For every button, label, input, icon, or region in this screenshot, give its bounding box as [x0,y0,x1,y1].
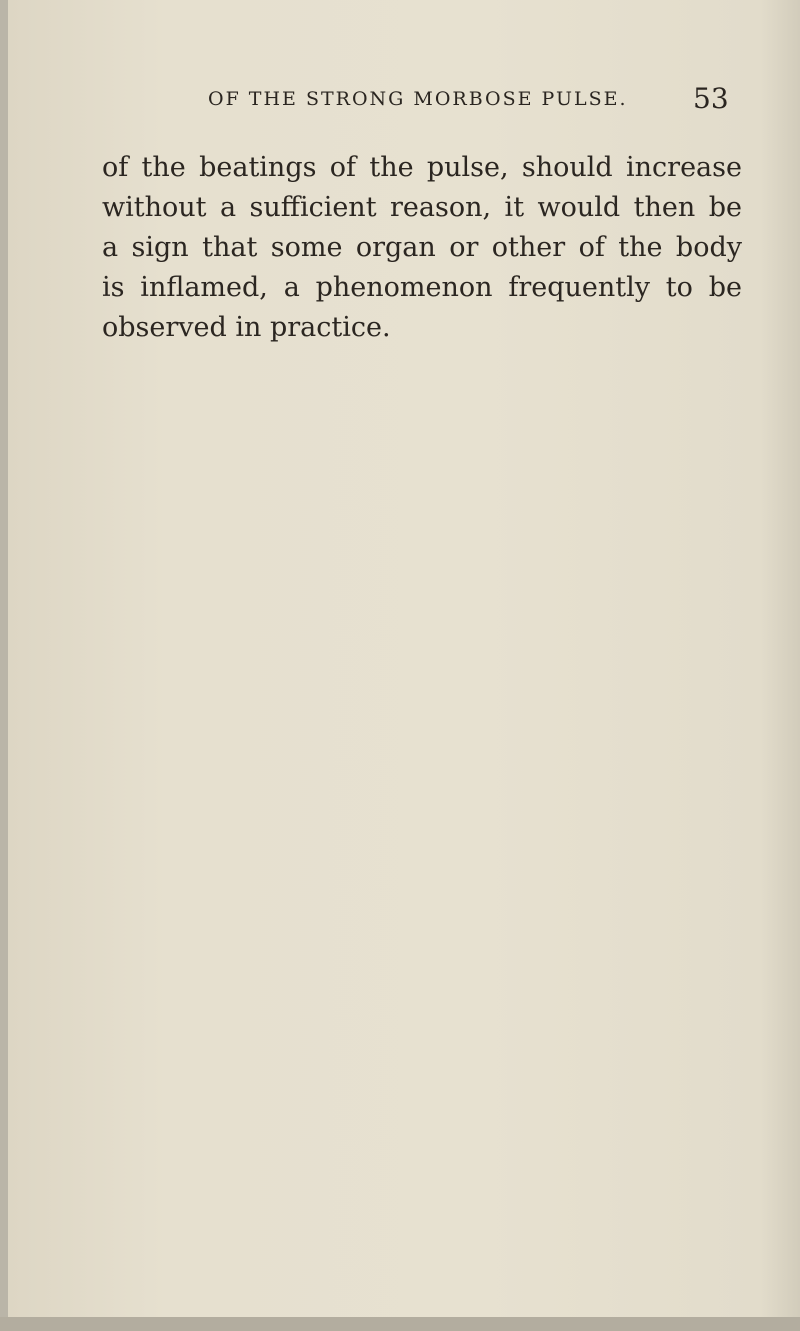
text-line: is inflamed, a phenomenon frequently to be [102,272,742,303]
page-number: 53 [693,82,729,115]
body-paragraph [102,148,742,348]
text-line: observed in practice. [102,312,391,343]
page-bottom-edge [0,1317,800,1331]
running-head: OF THE STRONG MORBOSE PULSE. [208,88,628,110]
book-page [8,0,800,1331]
text-line: without a sufficient reason, it would then be [102,192,742,223]
text-line: a sign that some organ or other of the body [102,232,742,263]
text-line: of the beatings of the pulse, should increase [102,152,742,183]
